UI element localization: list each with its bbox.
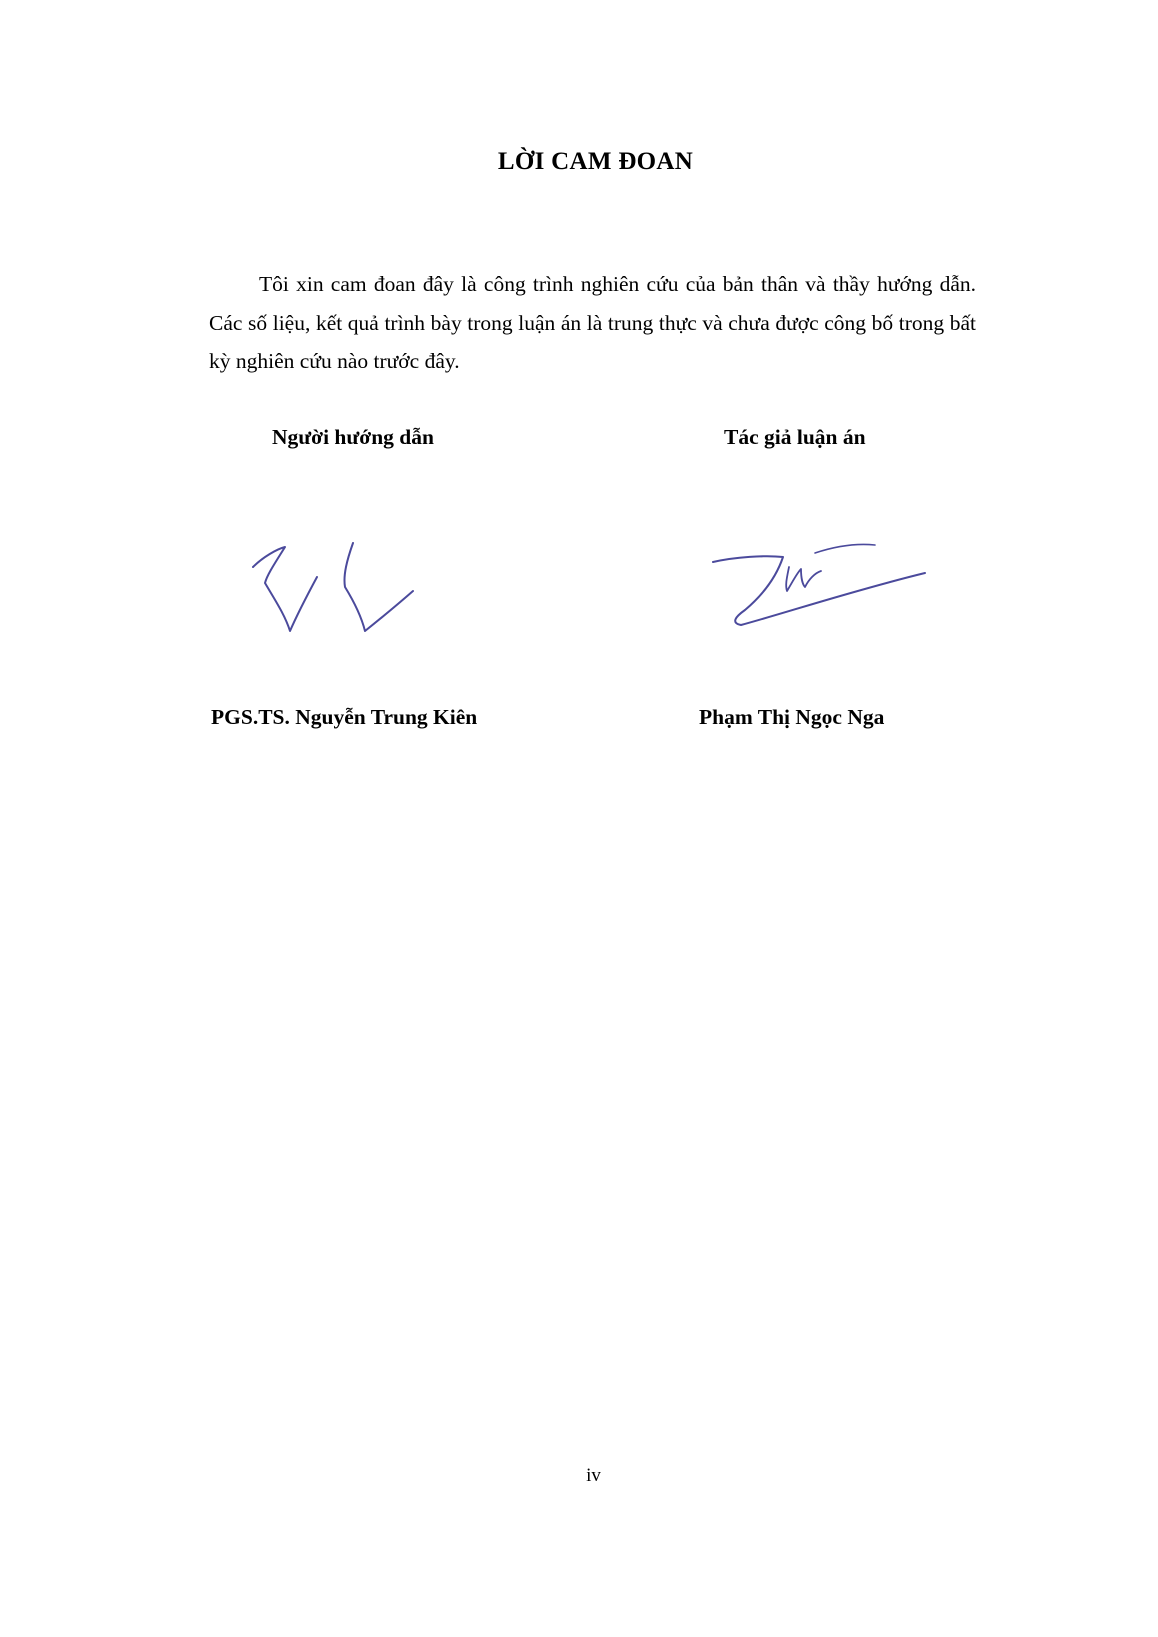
- author-role: Tác giả luận án: [724, 425, 866, 449]
- supervisor-role: Người hướng dẫn: [272, 425, 434, 449]
- page-number: iv: [586, 1465, 601, 1486]
- author-name: Phạm Thị Ngọc Nga: [699, 705, 885, 729]
- supervisor-name: PGS.TS. Nguyễn Trung Kiên: [211, 705, 478, 729]
- supervisor-signature-image: [245, 535, 425, 645]
- declaration-paragraph: Tôi xin cam đoan đây là công trình nghiên cứu của bản thân và thầy hướng dẫn. Các số liệu, kết quả trình bày trong luận án là trung thực và chưa được công bố trong bất kỳ nghiên cứu nào trước đây.: [209, 272, 976, 373]
- page-title: LỜI CAM ĐOAN: [497, 148, 694, 175]
- author-signature-image: [705, 535, 945, 645]
